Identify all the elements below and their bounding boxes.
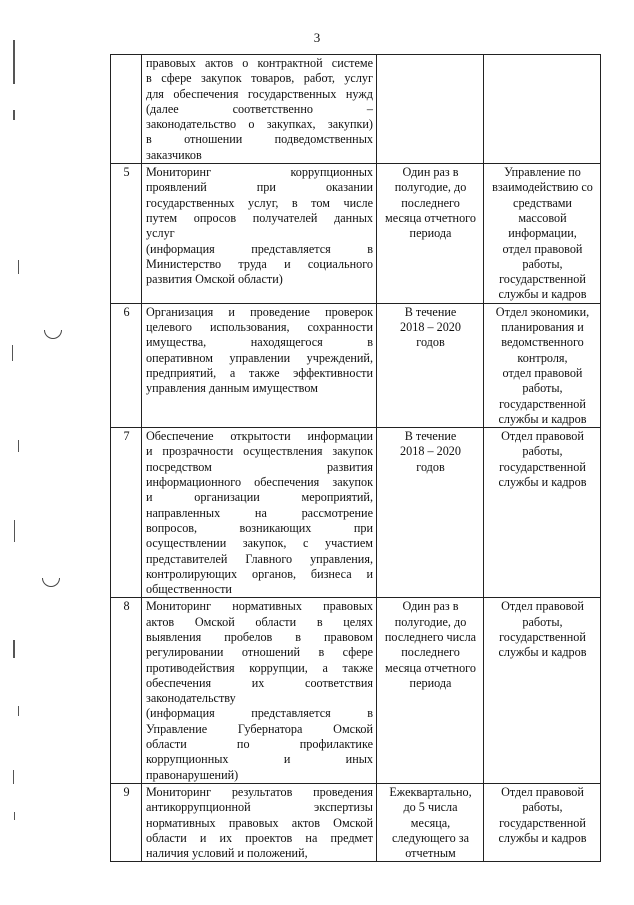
description-line: обеспечения их соответствия <box>146 675 373 690</box>
executor-line: массовой <box>518 210 567 225</box>
page-number: 3 <box>313 30 321 45</box>
measure-executors <box>484 598 601 784</box>
executor-line: Отдел правовой <box>501 429 584 444</box>
description-line: правонарушений) <box>146 767 239 782</box>
executor-line: отдел правовой <box>502 365 583 380</box>
description-line: законодательству <box>146 691 236 706</box>
row-number: 7 <box>111 428 142 598</box>
term-line: Ежеквартально, <box>389 784 472 799</box>
description-line: Управление Губернатора Омской <box>146 721 373 736</box>
description-line: государственных услуг, в том числе <box>146 195 373 210</box>
description-line: Мониторинг нормативных правовых <box>146 599 373 614</box>
measure-term <box>377 783 484 861</box>
description-line: вопросов, возникающих при <box>146 520 373 535</box>
table-row <box>111 55 601 164</box>
scan-mark <box>18 260 19 274</box>
description-line: посредством развития <box>146 459 373 474</box>
term-line: 2018 – 2020 <box>400 444 461 459</box>
executor-line: средствами <box>513 195 572 210</box>
description-line: развития Омской области) <box>146 272 283 287</box>
executor-line: службы и кадров <box>498 475 587 490</box>
row-number: 5 <box>111 164 142 304</box>
term-line: полугодие, до <box>394 614 467 629</box>
description-line: представителей Главного управления, <box>146 551 373 566</box>
description-line: Обеспечение открытости информации <box>146 429 373 444</box>
executor-line: работы, <box>522 800 563 815</box>
table-row <box>111 164 601 304</box>
executor-line: информации, <box>508 226 577 241</box>
executor-line: взаимодействию со <box>492 180 593 195</box>
executor-line: работы, <box>522 614 563 629</box>
term-line: последнего <box>401 195 460 210</box>
description-line: правовых актов о контрактной системе <box>146 56 373 70</box>
measure-executors <box>484 164 601 304</box>
description-line: Мониторинг коррупционных <box>146 165 373 180</box>
description-line: Министерство труда и социального <box>146 256 373 271</box>
executor-line: государственной <box>499 272 586 287</box>
executor-line: планирования и <box>501 320 584 335</box>
description-line: заказчиков <box>146 147 202 162</box>
description-line: целевого использования, сохранности <box>146 320 373 335</box>
term-line: периода <box>409 675 452 690</box>
measures-table <box>110 54 601 862</box>
executor-line: ведомственного <box>501 335 584 350</box>
executor-line: работы, <box>522 256 563 271</box>
description-line: имущества, находящегося в <box>146 335 373 350</box>
term-line: В течение <box>404 304 457 319</box>
term-line: 2018 – 2020 <box>400 320 461 335</box>
row-number: 6 <box>111 303 142 427</box>
table-row <box>111 303 601 427</box>
term-line: Один раз в <box>402 165 459 180</box>
scan-mark <box>13 640 15 658</box>
term-line: следующего за <box>392 830 469 845</box>
measure-term <box>377 428 484 598</box>
table-row <box>111 598 601 784</box>
executor-line: государственной <box>499 629 586 644</box>
measure-term <box>377 164 484 304</box>
measure-term <box>377 598 484 784</box>
description-line: противодействия коррупции, а также <box>146 660 373 675</box>
measure-term <box>377 303 484 427</box>
scan-mark <box>13 770 14 784</box>
description-line: услуг <box>146 226 175 241</box>
scan-mark <box>13 110 15 120</box>
description-line: (информация представляется в <box>146 241 373 256</box>
term-line: до 5 числа <box>403 800 458 815</box>
description-line: управления данным имуществом <box>146 381 318 396</box>
description-line: области и их проектов на предмет <box>146 830 373 845</box>
description-line: информационного обеспечения закупок <box>146 475 373 490</box>
description-line: области по профилактике <box>146 737 373 752</box>
description-line: направленных на рассмотрение <box>146 505 373 520</box>
description-line: актов Омской области в целях <box>146 614 373 629</box>
scan-mark <box>14 812 15 820</box>
term-line: последнего числа <box>384 629 477 644</box>
row-number: 9 <box>111 783 142 861</box>
description-line: оперативном управлении учреждений, <box>146 350 373 365</box>
term-line: Один раз в <box>402 599 459 614</box>
term-line: месяца, <box>410 815 451 830</box>
executor-line: службы и кадров <box>498 411 587 426</box>
executor-line: государственной <box>499 396 586 411</box>
executor-line: Управление по <box>504 165 581 180</box>
description-line: контролирующих органов, бизнеса и <box>146 566 373 581</box>
description-line: (далее соответственно – <box>146 101 373 116</box>
executor-line: Отдел экономики, <box>495 304 590 319</box>
scan-mark <box>13 40 15 84</box>
scan-mark <box>18 440 19 452</box>
description-line: проявлений при оказании <box>146 180 373 195</box>
executor-line: отдел правовой <box>502 241 583 256</box>
term-line: В течение <box>404 429 457 444</box>
measure-description <box>142 428 377 598</box>
description-line: коррупционных и иных <box>146 752 373 767</box>
executor-line: государственной <box>499 815 586 830</box>
description-line: (информация представляется в <box>146 706 373 721</box>
description-line: Организация и проведение проверок <box>146 304 373 319</box>
executor-line: службы и кадров <box>498 645 587 660</box>
term-line: месяца отчетного <box>385 660 476 675</box>
description-line: антикоррупционной экспертизы <box>146 800 373 815</box>
table-row <box>111 783 601 861</box>
executor-line: работы, <box>522 381 563 396</box>
term-line: полугодие, до <box>394 180 467 195</box>
measure-description <box>142 783 377 861</box>
scan-mark <box>44 330 62 339</box>
row-number: 8 <box>111 598 142 784</box>
term-line: годов <box>416 335 445 350</box>
description-line: и организации мероприятий, <box>146 490 373 505</box>
term-line: месяца отчетного <box>385 210 476 225</box>
executor-line: службы и кадров <box>498 830 587 845</box>
measure-executors <box>484 55 601 164</box>
term-line: периода <box>409 226 452 241</box>
term-line: годов <box>416 459 445 474</box>
description-line: для обеспечения государственных нужд <box>146 86 373 101</box>
scan-mark <box>42 578 60 587</box>
description-line: осуществлении закупок, с участием <box>146 536 373 551</box>
description-line: путем опросов получателей данных <box>146 210 373 225</box>
scan-mark <box>14 520 15 542</box>
executor-line: контроля, <box>517 350 568 365</box>
executor-line: государственной <box>499 459 586 474</box>
description-line: предприятий, а также эффективности <box>146 365 373 380</box>
description-line: общественности <box>146 582 232 597</box>
description-line: в отношении подведомственных <box>146 132 373 147</box>
table-row <box>111 428 601 598</box>
measure-description <box>142 55 377 164</box>
executor-line: работы, <box>522 444 563 459</box>
description-line: законодательство о закупках, закупки) <box>146 117 373 132</box>
description-line: нормативных правовых актов Омской <box>146 815 373 830</box>
scan-mark <box>18 706 19 716</box>
measure-executors <box>484 783 601 861</box>
executor-line: Отдел правовой <box>501 784 584 799</box>
term-line: отчетным <box>405 846 456 861</box>
measure-executors <box>484 428 601 598</box>
measure-executors <box>484 303 601 427</box>
description-line: и прозрачности осуществления закупок <box>146 444 373 459</box>
measure-description <box>142 303 377 427</box>
description-line: выявления пробелов в правовом <box>146 629 373 644</box>
description-line: регулировании отношений в сфере <box>146 645 373 660</box>
description-line: в сфере закупок товаров, работ, услуг <box>146 71 373 86</box>
executor-line: Отдел правовой <box>501 599 584 614</box>
measure-term <box>377 55 484 164</box>
term-line: последнего <box>401 645 460 660</box>
description-line: наличия условий и положений, <box>146 846 308 861</box>
measure-description <box>142 164 377 304</box>
executor-line: службы и кадров <box>498 287 587 302</box>
description-line: Мониторинг результатов проведения <box>146 784 373 799</box>
row-number <box>111 55 142 164</box>
scan-mark <box>12 345 13 361</box>
measure-description <box>142 598 377 784</box>
